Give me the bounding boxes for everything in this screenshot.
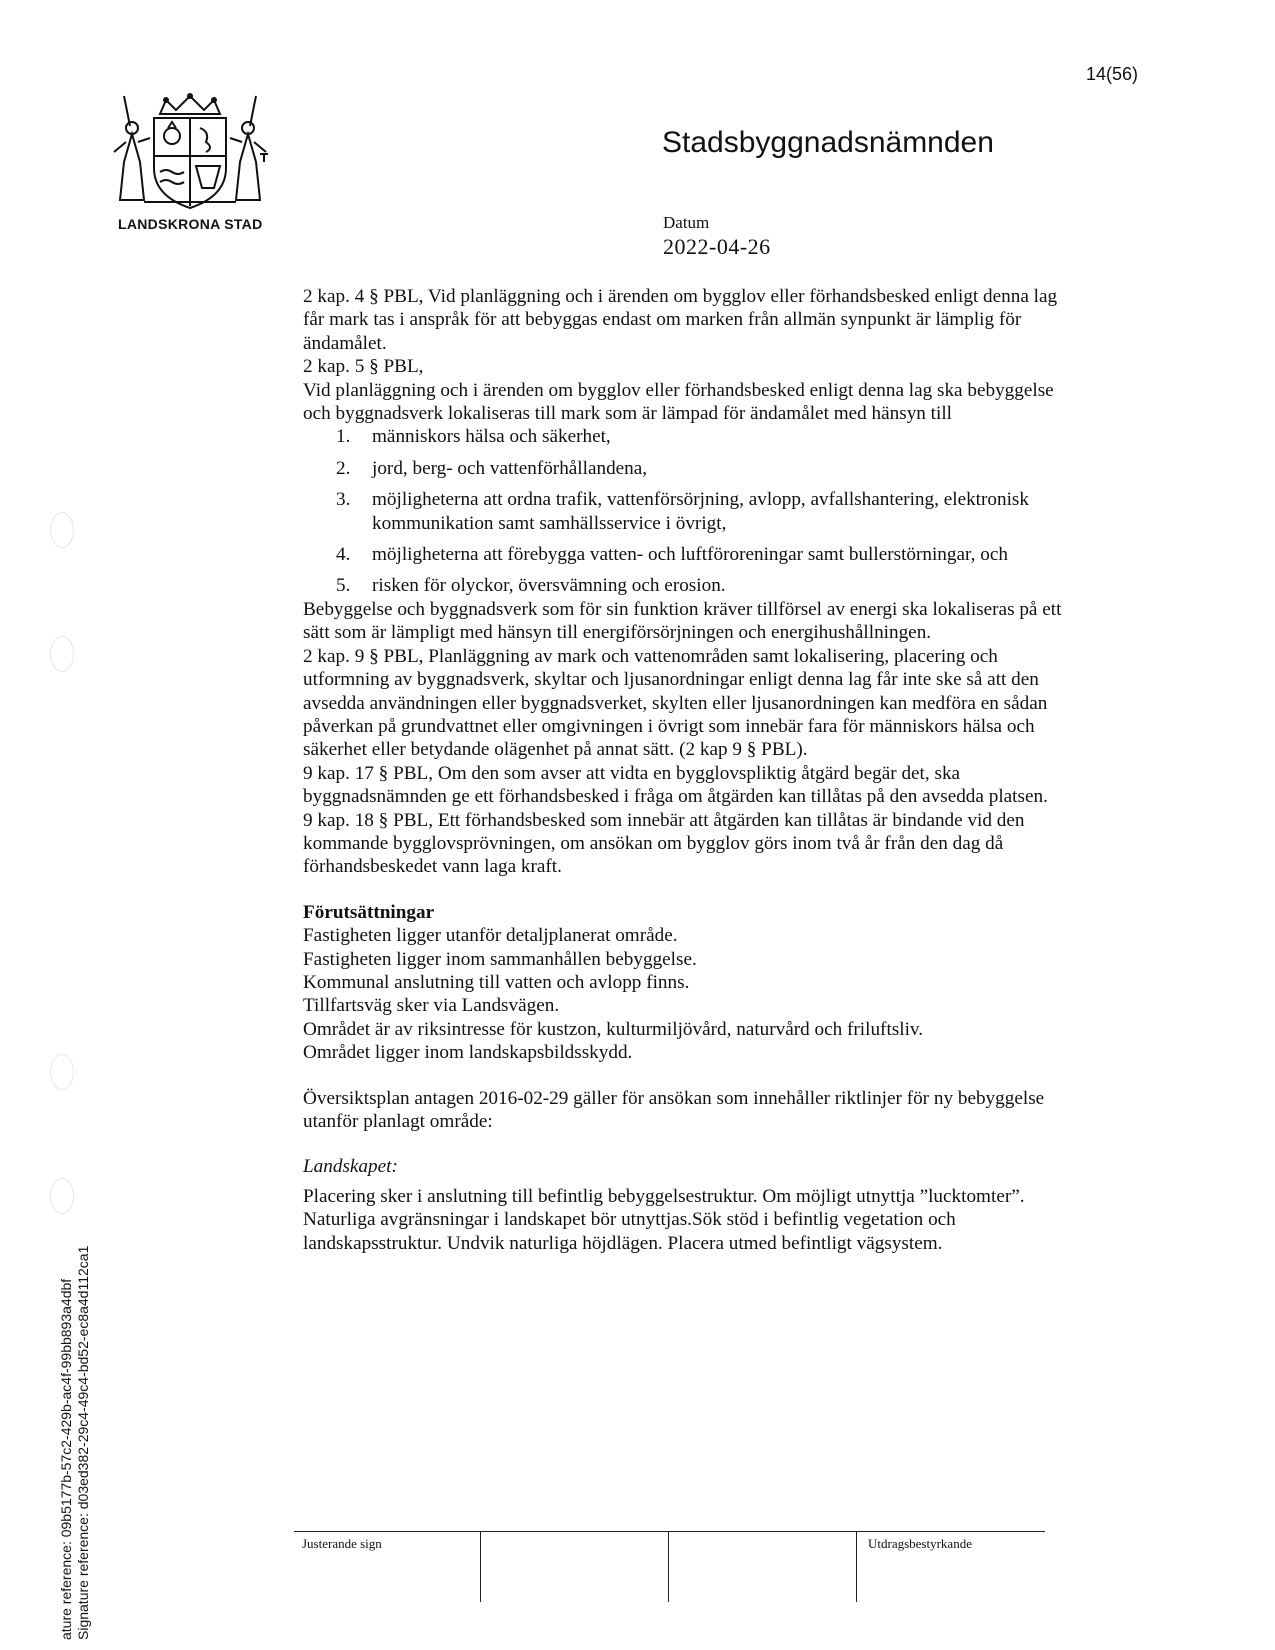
list-number: 2. bbox=[336, 457, 351, 479]
footer-divider bbox=[856, 1531, 857, 1602]
extract-label: Utdragsbestyrkande bbox=[868, 1536, 972, 1551]
condition-item: Kommunal anslutning till vatten och avlopp finns. bbox=[303, 971, 690, 993]
scan-mark bbox=[50, 512, 74, 548]
condition-item: Området är av riksintresse för kustzon, kulturmiljövård, naturvård och friluftsliv. bbox=[303, 1018, 924, 1040]
page-number: 14(56) bbox=[1086, 64, 1139, 84]
list-number: 4. bbox=[336, 544, 351, 566]
city-coat-of-arms-icon bbox=[110, 92, 270, 214]
sign-label: Justerande sign bbox=[302, 1536, 382, 1551]
paragraph-pbl-2-4: 2 kap. 4 § PBL, Vid planläggning och i ärenden om bygglov eller förhandsbesked enligt denna lag får mark tas i anspråk för att bebyggas endast om marken från allmän synpunkt är lämplig för ändamålet. bbox=[303, 286, 1058, 354]
list-item bbox=[303, 457, 1063, 480]
list-item bbox=[303, 543, 1063, 566]
paragraph-pbl-9-17: 9 kap. 17 § PBL, Om den som avser att vidta en bygglovspliktig åtgärd begär det, ska byggnadsnämnden ge ett förhandsbesked i fråga om åtgärden kan tillåtas på den avsedda platsen. bbox=[303, 762, 1048, 808]
condition-item: Fastigheten ligger inom sammanhållen bebyggelse. bbox=[303, 948, 697, 970]
paragraph-landscape: Placering sker i anslutning till befintlig bebyggelsestruktur. Om möjligt utnyttja ”lucktomter”. Naturliga avgränsningar i landskapet bör utnyttjas.Sök stöd i befintlig vegetation och landskapsstruktur. Undvik naturliga höjdlägen. Placera utmed befintligt vägsystem. bbox=[303, 1185, 1025, 1254]
footer-divider bbox=[668, 1531, 669, 1602]
document-body bbox=[303, 285, 1063, 1255]
list-number: 3. bbox=[336, 489, 351, 511]
paragraph-energy: Bebyggelse och byggnadsverk som för sin funktion kräver tillförsel av energi ska lokaliseras på ett sätt som är lämpligt med hänsyn till energiförsörjningen och energihushållningen. bbox=[303, 598, 1062, 644]
scan-mark bbox=[50, 1178, 74, 1214]
paragraph-pbl-2-5-ref: 2 kap. 5 § PBL, bbox=[303, 356, 424, 378]
list-text: möjligheterna att förebygga vatten- och luftföroreningar samt bullerstörningar, och bbox=[372, 544, 1008, 566]
list-item bbox=[303, 488, 1063, 535]
list-item bbox=[303, 574, 1063, 597]
list-item bbox=[303, 425, 1063, 448]
date-value: 2022-04-26 bbox=[663, 234, 771, 259]
signature-reference-2: Signature reference: d03ed382-29c4-49c4-bd52-ec8a4d112ca1 bbox=[75, 1245, 91, 1640]
date-label: Datum bbox=[663, 213, 710, 232]
condition-item: Fastigheten ligger utanför detaljplanerat område. bbox=[303, 925, 678, 947]
paragraph-comprehensive-plan: Översiktsplan antagen 2016-02-29 gäller för ansökan som innehåller riktlinjer för ny bebyggelse utanför planlagt område: bbox=[303, 1087, 1045, 1132]
paragraph-pbl-2-5: Vid planläggning och i ärenden om bygglov eller förhandsbesked enligt denna lag ska bebyggelse och byggnadsverk lokaliseras till mark som är lämpad för ändamålet med hänsyn till bbox=[303, 379, 1054, 425]
list-number: 1. bbox=[336, 426, 351, 448]
considerations-list bbox=[303, 425, 1063, 597]
scan-mark bbox=[50, 1054, 74, 1090]
scan-mark bbox=[50, 636, 74, 672]
paragraph-pbl-9-18: 9 kap. 18 § PBL, Ett förhandsbesked som innebär att åtgärden kan tillåtas är bindande vid den kommande bygglovsprövningen, om ansökan om bygglov görs inom två år från den dag då förhandsbeskedet vann laga kraft. bbox=[303, 809, 1025, 878]
list-text: människors hälsa och säkerhet, bbox=[372, 426, 611, 448]
sub-heading: Landskapet: bbox=[303, 1156, 398, 1178]
list-number: 5. bbox=[336, 575, 351, 597]
paragraph-pbl-2-9: 2 kap. 9 § PBL, Planläggning av mark och vattenområden samt lokalisering, placering och utformning av byggnadsverk, skyltar och ljusanordningar enligt denna lag får inte ske så att den avsedda användningen eller byggnadsverket, skylten eller ljusanordningen kan medföra en sådan påverkan på grundvattnet eller omgivningen i övrigt som innebär fara för människors hälsa och säkerhet eller betydande olägenhet på annat sätt. (2 kap 9 § PBL). bbox=[303, 645, 1048, 761]
condition-item: Området ligger inom landskapsbildsskydd. bbox=[303, 1042, 633, 1064]
footer-divider bbox=[480, 1531, 481, 1602]
list-text: risken för olyckor, översvämning och erosion. bbox=[372, 575, 726, 597]
board-name: Stadsbyggnadsnämnden bbox=[662, 126, 994, 159]
signature-reference-1: ature reference: 09b5177b-57c2-429b-ac4f-99bb893a4dbf bbox=[58, 1278, 74, 1640]
condition-item: Tillfartsväg sker via Landsvägen. bbox=[303, 995, 560, 1017]
city-name: LANDSKRONA STAD bbox=[118, 216, 263, 232]
signature-references bbox=[58, 1246, 92, 1640]
section-heading: Förutsättningar bbox=[303, 901, 435, 923]
footer-rule bbox=[294, 1531, 1045, 1532]
list-text: jord, berg- och vattenförhållandena, bbox=[372, 457, 648, 479]
list-text: möjligheterna att ordna trafik, vattenförsörjning, avlopp, avfallshantering, elektronisk kommunikation samt samhällsservice i övrigt, bbox=[372, 489, 1029, 534]
